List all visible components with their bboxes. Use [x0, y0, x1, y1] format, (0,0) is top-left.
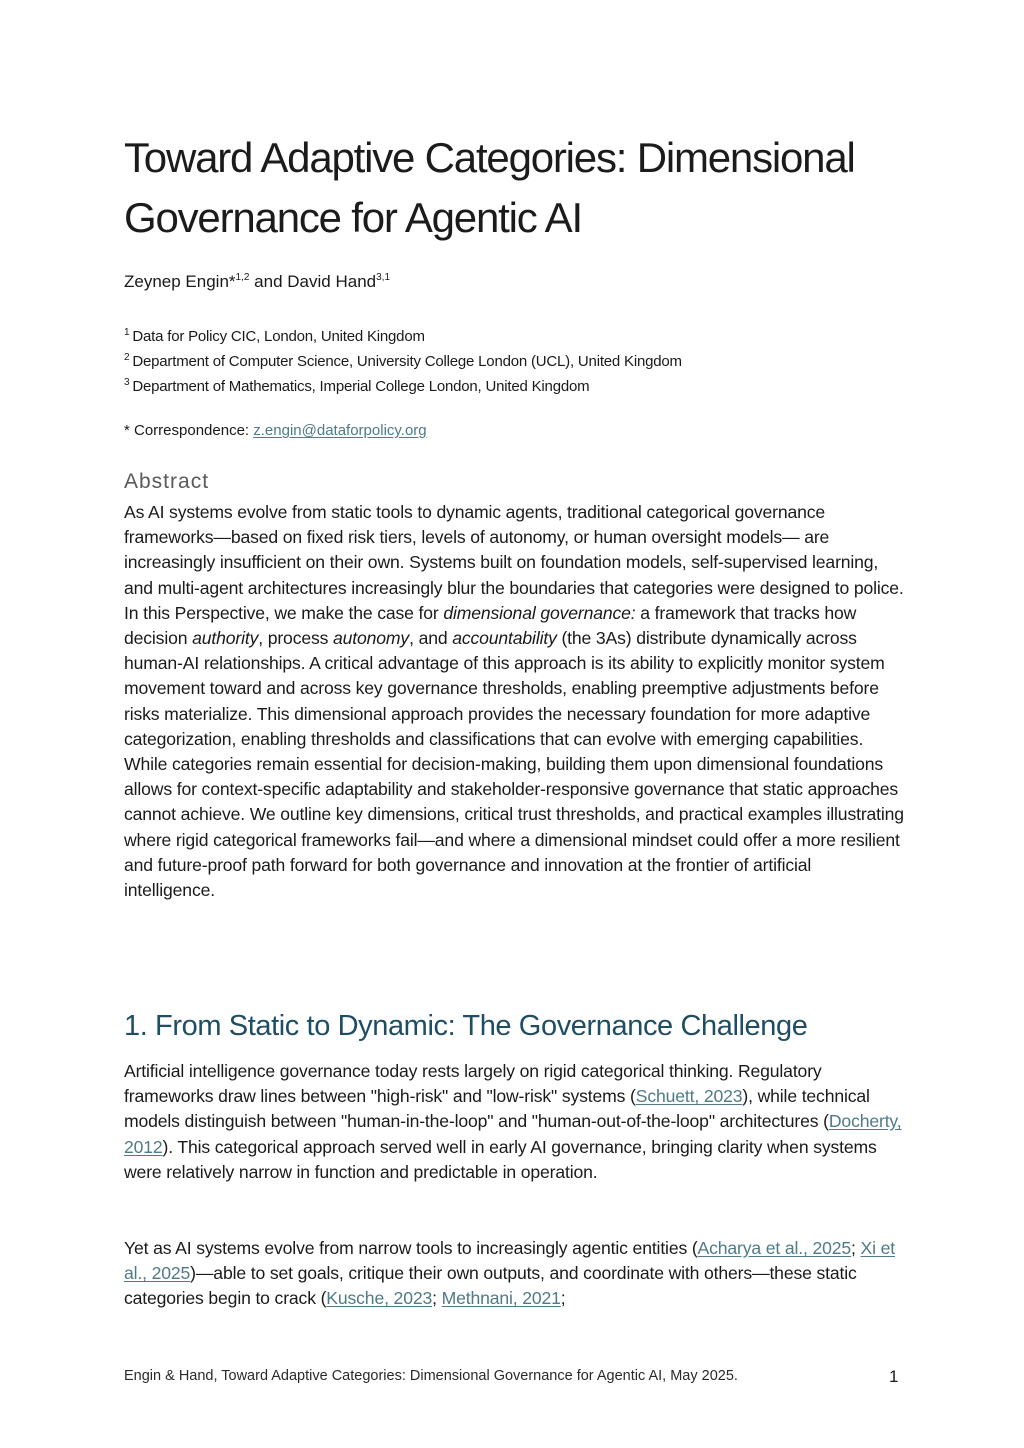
- abstract-heading: Abstract: [124, 470, 210, 493]
- abstract-emphasis: dimensional governance:: [443, 602, 636, 623]
- paragraph-text-run: Yet as AI systems evolve from narrow tools to increasingly agentic entities (: [124, 1238, 698, 1258]
- paragraph-text-run: ;: [432, 1288, 442, 1309]
- abstract-text-run: (the 3As) distribute dynamically across human-AI relationships. A critical advantage of this approach is its ability to explicitly monitor system movement toward and across key governance thresholds, enabling preemptive adjustments before risks materialize. This dimensional approach provides the necessary foundation for more adaptive categorization, enabling thresholds and classifications that can evolve with emerging capabilities. While categories remain essential for decision-making, building them upon dimensional foundations allows for context-specific adaptability and stakeholder-responsive governance that static approaches cannot achieve. We outline key dimensions, critical trust thresholds, and practical examples illustrating where rigid categorical frameworks fail—and where a dimensional mindset could offer a more resilient and future-proof path forward for both governance and innovation at the frontier of artificial intelligence.: [124, 628, 904, 901]
- citation-link[interactable]: Kusche, 2023: [326, 1288, 433, 1309]
- affiliation-2: [124, 352, 682, 370]
- affiliation-text: Data for Policy CIC, London, United Kingdom: [132, 328, 425, 345]
- section-paragraph-1: [124, 1059, 904, 1185]
- author-affiliation-sup: 3,1: [376, 272, 391, 283]
- citation-link[interactable]: Acharya et al., 2025: [697, 1238, 852, 1258]
- affiliation-number: 2: [124, 352, 130, 363]
- abstract-emphasis: accountability: [452, 628, 557, 649]
- abstract-text-run: , process: [258, 628, 334, 649]
- paragraph-text-run: ;: [851, 1238, 861, 1258]
- citation-link[interactable]: Methnani, 2021: [441, 1288, 561, 1309]
- correspondence-email-link[interactable]: z.engin@dataforpolicy.org: [253, 422, 427, 439]
- abstract-emphasis: authority: [192, 628, 259, 649]
- author-name: Zeynep Engin*: [124, 272, 236, 291]
- affiliation-number: 1: [124, 327, 130, 338]
- citation-link[interactable]: Docherty, 2012: [124, 1111, 902, 1157]
- affiliation-3: [124, 377, 589, 395]
- correspondence: [124, 422, 427, 439]
- affiliation-text: Department of Computer Science, University College London (UCL), United Kingdom: [132, 353, 682, 370]
- citation-link[interactable]: Xi et al., 2025: [124, 1238, 895, 1284]
- citation-link[interactable]: Schuett, 2023: [635, 1086, 743, 1107]
- page-footer: Engin & Hand, Toward Adaptive Categories: Dimensional Governance for Agentic AI, May 2025.: [124, 1368, 738, 1384]
- paragraph-text-run: )—able to set goals, critique their own outputs, and coordinate with others—these static categories begin to crack (: [124, 1263, 857, 1309]
- section-heading: 1. From Static to Dynamic: The Governance Challenge: [124, 1010, 808, 1042]
- author-name: David Hand: [287, 272, 377, 291]
- author-affiliation-sup: 1,2: [235, 272, 250, 283]
- paragraph-text-run: ). This categorical approach served well in early AI governance, bringing clarity when systems were relatively narrow in function and predictable in operation.: [124, 1136, 877, 1182]
- abstract-text-run: , and: [409, 628, 453, 649]
- page-number: 1: [889, 1367, 899, 1386]
- author-conjunction: and: [254, 272, 283, 291]
- abstract-text: [124, 500, 904, 903]
- paragraph-text-run: ;: [560, 1288, 566, 1309]
- affiliation-1: [124, 327, 425, 345]
- section-paragraph-2: [124, 1236, 904, 1312]
- paragraph-text-run: Artificial intelligence governance today rests largely on rigid categorical thinking. Regulatory frameworks draw lines between "high-risk" and "low-risk" systems (: [124, 1061, 822, 1107]
- affiliation-text: Department of Mathematics, Imperial College London, United Kingdom: [132, 378, 590, 395]
- paragraph-text-run: ), while technical models distinguish between "human-in-the-loop" and "human-out-of-the-loop" architectures (: [124, 1086, 870, 1132]
- correspondence-label: * Correspondence:: [124, 422, 250, 439]
- abstract-emphasis: autonomy: [333, 628, 410, 649]
- author-line: [124, 272, 390, 292]
- affiliation-number: 3: [124, 377, 130, 388]
- paper-title: Toward Adaptive Categories: Dimensional Governance for Agentic AI: [124, 134, 855, 241]
- abstract-text-run: a framework that tracks how decision: [124, 602, 857, 649]
- abstract-text-run: As AI systems evolve from static tools to dynamic agents, traditional categorical governance frameworks—based on fixed risk tiers, levels of autonomy, or human oversight models— are increasingly insufficient on their own. Systems built on foundation models, self-supervised learning, and multi-agent architectures increasingly blur the boundaries that categories were designed to police. In this Perspective, we make the case for: [124, 502, 904, 623]
